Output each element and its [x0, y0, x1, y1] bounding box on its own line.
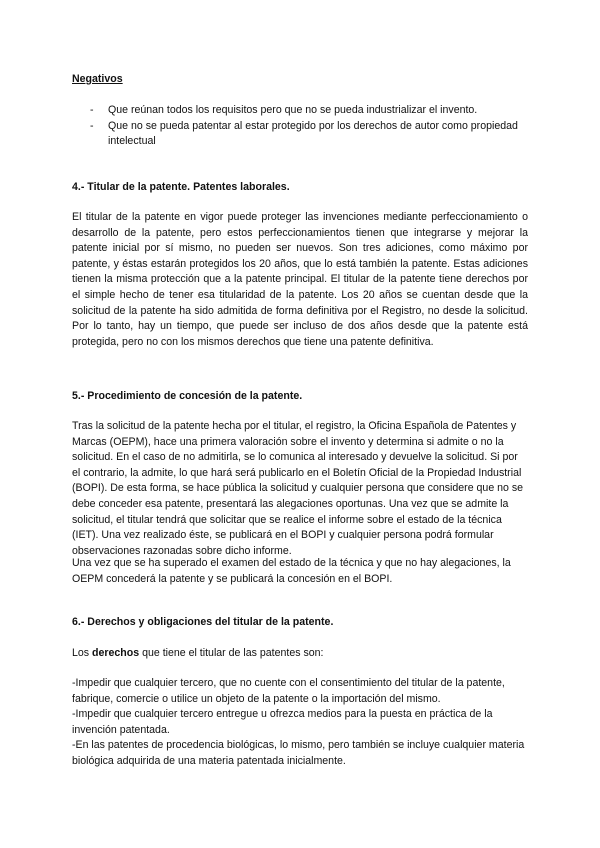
list-item: -Impedir que cualquier tercero entregue u ofrezca medios para la puesta en práctica de la invención patentada.	[72, 708, 493, 736]
negativos-list	[72, 103, 528, 150]
section-6-rights-list	[72, 676, 528, 770]
section-5-body-conclusion: Una vez que se ha superado el examen del estado de la técnica y que no hay alegaciones, la OEPM concederá la patente y se publicará la concesión en el BOPI.	[72, 557, 511, 585]
section-6-heading: 6.- Derechos y obligaciones del titular de la patente.	[72, 616, 334, 628]
section-4-body: El titular de la patente en vigor puede proteger las invenciones mediante perfeccionamiento o desarrollo de la patente, pero estos perfeccionamientos tienen que integrarse y mejorar la patente inicial por sí mismo, no pueden ser nuevos. Son tres adiciones, como máximo por patente, y éstas estarán protegidos los 20 años, que lo está también la patente. Estas adiciones tienen la misma protección que a la patente principal. El titular de la patente tiene derechos por el simple hecho de tener esa titularidad de la patente. Los 20 años se cuentan desde que la solicitud de la patente ha sido admitida de forma definitiva por el Registro, no desde la solicitud. Por lo tanto, hay un tiempo, que puede ser incluso de dos años desde que la patente está protegida, pero no con los mismos derechos que tiene una patente definitiva.	[72, 211, 528, 348]
bullet-dash: -	[90, 104, 94, 116]
section-4-heading: 4.- Titular de la patente. Patentes laborales.	[72, 181, 290, 193]
section-5-heading: 5.- Procedimiento de concesión de la patente.	[72, 390, 303, 402]
list-item: -En las patentes de procedencia biológicas, lo mismo, pero también se incluye cualquier materia biológica adquirida de una materia patentada inicialmente.	[72, 739, 525, 767]
section-6-intro: Los derechos que tiene el titular de las patentes son:	[72, 647, 324, 659]
list-item: - Que reúnan todos los requisitos pero que no se pueda industrializar el invento.	[72, 103, 528, 119]
negativos-heading: Negativos	[72, 73, 123, 85]
list-item: -Impedir que cualquier tercero, que no cuente con el consentimiento del titular de la patente, fabrique, comercie o utilice un objeto de la patente o la importación del mismo.	[72, 677, 505, 705]
section-5-body: Tras la solicitud de la patente hecha por el titular, el registro, la Oficina Española de Patentes y Marcas (OEPM), hace una primera valoración sobre el invento y determina si admite o no la solicitud. En el caso de no admitirla, se lo comunica al interesado y devuelve la solicitud. Si por el contrario, la admite, lo que hará será publicarlo en el Boletín Oficial de la Propiedad Industrial (BOPI). De esta forma, se hace pública la solicitud y cualquier persona que considere que no se debe conceder esa patente, presentará las alegaciones oportunas. Una vez que se admite la solicitud, el titular tendrá que solicitar que se realice el informe sobre el estado de la técnica (IET). Una vez realizado éste, se publicará en el BOPI y cualquier persona podrá formular observaciones razonadas sobre dicho informe.	[72, 420, 524, 557]
bullet-dash: -	[90, 119, 94, 132]
list-item: - Que no se pueda patentar al estar protegido por los derechos de autor como propiedad intelectual	[90, 119, 518, 148]
